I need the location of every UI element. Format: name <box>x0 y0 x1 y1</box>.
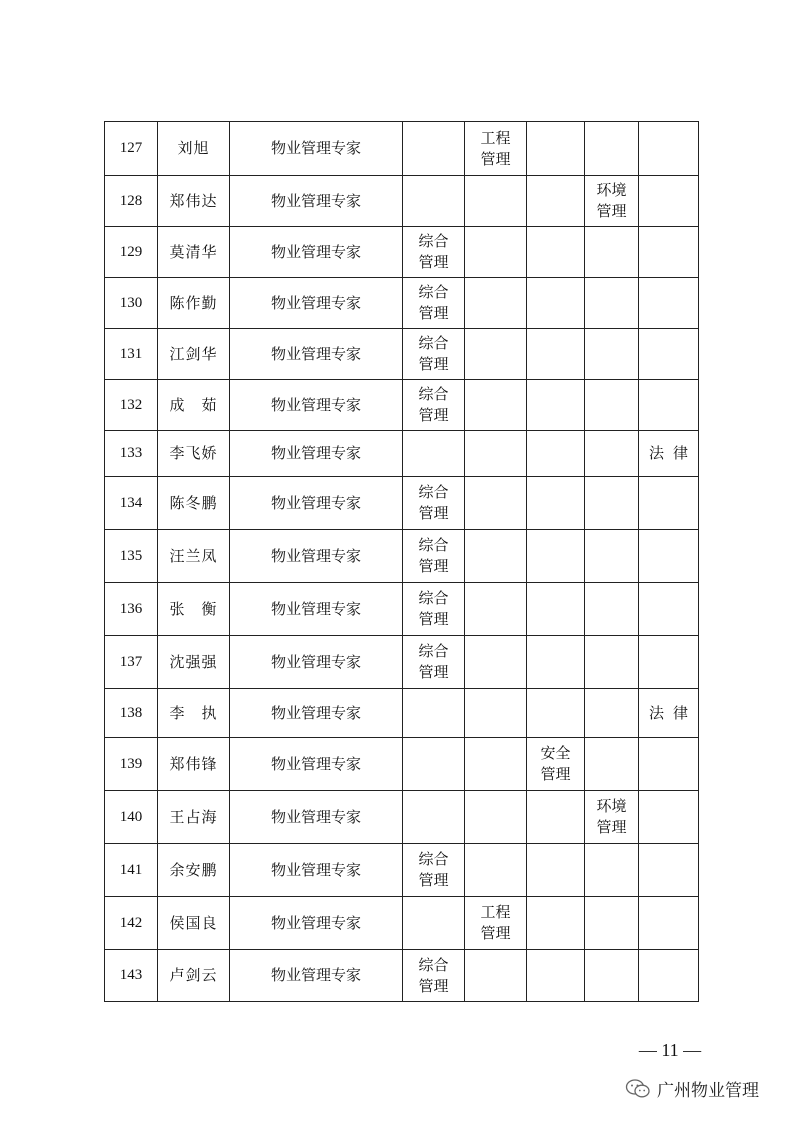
table-row <box>105 950 699 1002</box>
category-cell <box>585 689 639 738</box>
category-cell <box>585 227 639 278</box>
category-cell <box>465 636 527 689</box>
watermark <box>625 1076 759 1101</box>
row-number: 139 <box>105 738 158 791</box>
row-number: 138 <box>105 689 158 738</box>
expert-name: 江剑华 <box>158 329 230 380</box>
category-cell <box>465 380 527 431</box>
category-cell <box>527 122 585 176</box>
expert-name: 余安鹏 <box>158 844 230 897</box>
expert-roster-table <box>104 121 699 1002</box>
expert-name: 李飞娇 <box>158 431 230 477</box>
category-cell: 法律 <box>639 431 699 477</box>
category-cell <box>585 844 639 897</box>
category-cell <box>465 689 527 738</box>
category-cell <box>639 477 699 530</box>
expert-title: 物业管理专家 <box>230 844 403 897</box>
category-cell <box>465 477 527 530</box>
category-cell <box>527 689 585 738</box>
category-cell <box>527 477 585 530</box>
category-cell <box>527 844 585 897</box>
expert-title: 物业管理专家 <box>230 329 403 380</box>
category-cell <box>639 738 699 791</box>
row-number: 134 <box>105 477 158 530</box>
table-row <box>105 431 699 477</box>
row-number: 129 <box>105 227 158 278</box>
category-cell <box>527 176 585 227</box>
category-cell <box>465 950 527 1002</box>
category-cell <box>527 897 585 950</box>
expert-name: 成 茹 <box>158 380 230 431</box>
expert-name: 张 衡 <box>158 583 230 636</box>
expert-name: 陈作勤 <box>158 278 230 329</box>
table-row <box>105 636 699 689</box>
row-number: 137 <box>105 636 158 689</box>
category-cell <box>527 636 585 689</box>
category-cell <box>585 950 639 1002</box>
category-cell <box>527 278 585 329</box>
expert-title: 物业管理专家 <box>230 689 403 738</box>
table-row <box>105 329 699 380</box>
expert-title: 物业管理专家 <box>230 530 403 583</box>
category-cell <box>403 431 465 477</box>
row-number: 141 <box>105 844 158 897</box>
category-cell <box>639 530 699 583</box>
category-cell <box>403 897 465 950</box>
category-cell <box>465 844 527 897</box>
table-row <box>105 897 699 950</box>
category-cell <box>465 583 527 636</box>
table-row <box>105 122 699 176</box>
row-number: 131 <box>105 329 158 380</box>
expert-name: 李 执 <box>158 689 230 738</box>
expert-title: 物业管理专家 <box>230 791 403 844</box>
category-cell <box>639 122 699 176</box>
category-cell <box>403 791 465 844</box>
category-cell: 综合管理 <box>403 583 465 636</box>
category-cell <box>585 431 639 477</box>
table-row <box>105 689 699 738</box>
category-cell <box>639 380 699 431</box>
expert-title: 物业管理专家 <box>230 278 403 329</box>
category-cell: 综合管理 <box>403 530 465 583</box>
category-cell <box>585 530 639 583</box>
category-cell <box>639 636 699 689</box>
category-cell: 综合管理 <box>403 227 465 278</box>
expert-title: 物业管理专家 <box>230 431 403 477</box>
category-cell <box>639 329 699 380</box>
category-cell <box>585 583 639 636</box>
table-row <box>105 380 699 431</box>
category-cell <box>639 791 699 844</box>
expert-name: 陈冬鹏 <box>158 477 230 530</box>
expert-title: 物业管理专家 <box>230 477 403 530</box>
category-cell: 安全管理 <box>527 738 585 791</box>
table-row <box>105 176 699 227</box>
category-cell <box>465 278 527 329</box>
table-row <box>105 583 699 636</box>
category-cell <box>585 380 639 431</box>
category-cell <box>639 583 699 636</box>
category-cell <box>465 176 527 227</box>
category-cell: 综合管理 <box>403 477 465 530</box>
category-cell <box>465 431 527 477</box>
table-row <box>105 278 699 329</box>
category-cell <box>403 689 465 738</box>
expert-title: 物业管理专家 <box>230 897 403 950</box>
row-number: 143 <box>105 950 158 1002</box>
watermark-text: 广州物业管理 <box>657 1081 759 1101</box>
expert-title: 物业管理专家 <box>230 122 403 176</box>
category-cell: 工程管理 <box>465 122 527 176</box>
expert-name: 沈强强 <box>158 636 230 689</box>
category-cell <box>465 738 527 791</box>
category-cell <box>465 791 527 844</box>
category-cell <box>639 950 699 1002</box>
category-cell <box>639 278 699 329</box>
category-cell: 综合管理 <box>403 278 465 329</box>
category-cell <box>585 477 639 530</box>
category-cell <box>465 227 527 278</box>
category-cell <box>465 329 527 380</box>
category-cell <box>465 530 527 583</box>
category-cell: 综合管理 <box>403 844 465 897</box>
row-number: 127 <box>105 122 158 176</box>
expert-title: 物业管理专家 <box>230 583 403 636</box>
table-row <box>105 738 699 791</box>
expert-name: 郑伟达 <box>158 176 230 227</box>
row-number: 142 <box>105 897 158 950</box>
category-cell <box>527 329 585 380</box>
expert-name: 莫清华 <box>158 227 230 278</box>
row-number: 128 <box>105 176 158 227</box>
category-cell <box>527 227 585 278</box>
expert-title: 物业管理专家 <box>230 380 403 431</box>
roster-body <box>105 122 699 1002</box>
category-cell <box>585 329 639 380</box>
expert-name: 王占海 <box>158 791 230 844</box>
table-row <box>105 844 699 897</box>
category-cell: 综合管理 <box>403 380 465 431</box>
row-number: 135 <box>105 530 158 583</box>
category-cell: 环境管理 <box>585 176 639 227</box>
category-cell <box>585 636 639 689</box>
category-cell <box>585 122 639 176</box>
row-number: 136 <box>105 583 158 636</box>
category-cell: 综合管理 <box>403 636 465 689</box>
category-cell: 环境管理 <box>585 791 639 844</box>
category-cell <box>403 738 465 791</box>
category-cell <box>527 530 585 583</box>
table-row <box>105 477 699 530</box>
expert-name: 侯国良 <box>158 897 230 950</box>
table-row <box>105 530 699 583</box>
category-cell <box>403 176 465 227</box>
row-number: 132 <box>105 380 158 431</box>
category-cell <box>527 380 585 431</box>
category-cell <box>403 122 465 176</box>
wechat-icon <box>625 1078 651 1100</box>
expert-name: 刘旭 <box>158 122 230 176</box>
expert-title: 物业管理专家 <box>230 227 403 278</box>
category-cell: 法律 <box>639 689 699 738</box>
expert-title: 物业管理专家 <box>230 176 403 227</box>
category-cell <box>639 176 699 227</box>
category-cell <box>527 583 585 636</box>
page-number: — 11 — <box>638 1040 702 1060</box>
expert-title: 物业管理专家 <box>230 738 403 791</box>
table-row <box>105 227 699 278</box>
category-cell <box>639 844 699 897</box>
category-cell <box>527 431 585 477</box>
category-cell <box>527 950 585 1002</box>
row-number: 140 <box>105 791 158 844</box>
category-cell <box>639 227 699 278</box>
category-cell <box>585 738 639 791</box>
expert-title: 物业管理专家 <box>230 950 403 1002</box>
category-cell: 综合管理 <box>403 950 465 1002</box>
category-cell <box>585 897 639 950</box>
category-cell <box>527 791 585 844</box>
category-cell <box>585 278 639 329</box>
category-cell <box>639 897 699 950</box>
category-cell: 工程管理 <box>465 897 527 950</box>
expert-name: 郑伟锋 <box>158 738 230 791</box>
row-number: 130 <box>105 278 158 329</box>
row-number: 133 <box>105 431 158 477</box>
expert-name: 卢剑云 <box>158 950 230 1002</box>
category-cell: 综合管理 <box>403 329 465 380</box>
expert-name: 汪兰凤 <box>158 530 230 583</box>
expert-title: 物业管理专家 <box>230 636 403 689</box>
table-row <box>105 791 699 844</box>
